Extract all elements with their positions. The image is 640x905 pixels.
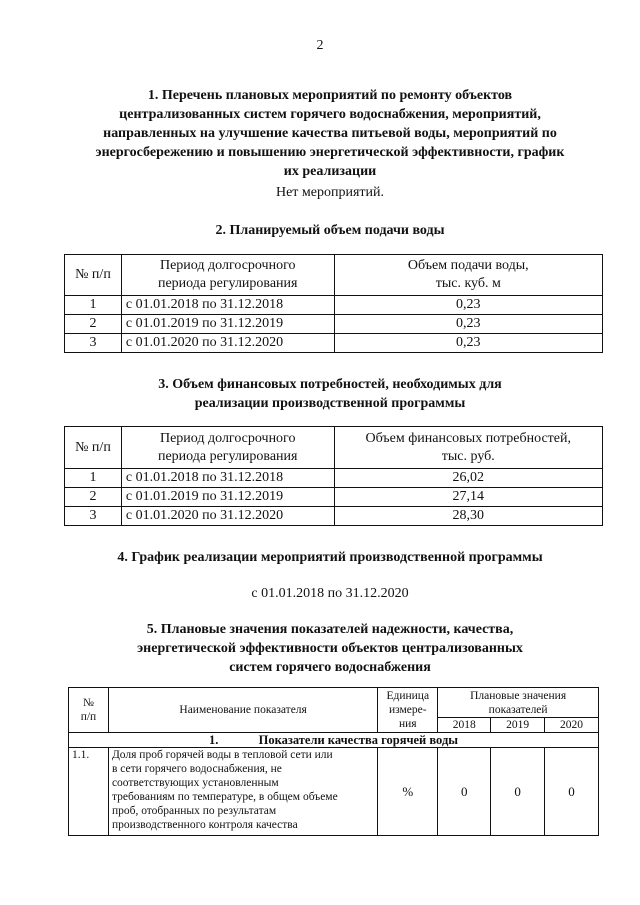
header-year-2018: 2018 bbox=[438, 718, 491, 733]
header-unit-line: Единица bbox=[386, 690, 430, 702]
header-unit bbox=[378, 688, 438, 733]
row-value: 27,14 bbox=[334, 488, 602, 507]
row-period: с 01.01.2018 по 31.12.2018 bbox=[121, 296, 334, 315]
section5-title-line: 5. Плановые значения показателей надежности, качества, bbox=[146, 622, 514, 637]
header-num-line: № bbox=[82, 697, 94, 709]
row-name-line: Доля проб горячей воды в тепловой сети или bbox=[111, 749, 333, 761]
section1-title-line: энергосбережению и повышению энергетической эффективности, график bbox=[95, 145, 565, 160]
section1-title-line: их реализации bbox=[283, 164, 377, 179]
header-period bbox=[121, 427, 334, 469]
row-num: 1.1. bbox=[69, 748, 109, 836]
group-num: 1. bbox=[208, 733, 219, 747]
row-indicator-name bbox=[108, 748, 377, 836]
section1-note: Нет мероприятий. bbox=[275, 185, 385, 200]
row-period: с 01.01.2019 по 31.12.2019 bbox=[121, 488, 334, 507]
header-plan-line: показателей bbox=[488, 703, 548, 716]
section1-title bbox=[60, 86, 600, 181]
table-header-row bbox=[65, 255, 603, 296]
section3-title-line: реализации производственной программы bbox=[194, 396, 466, 411]
section2-title: 2. Планируемый объем подачи воды bbox=[215, 223, 445, 238]
row-num: 1 bbox=[65, 469, 122, 488]
indicators-table bbox=[68, 687, 599, 836]
row-period: с 01.01.2018 по 31.12.2018 bbox=[121, 469, 334, 488]
header-unit-line: ния bbox=[398, 718, 417, 730]
table-row bbox=[65, 507, 603, 526]
table-header-row bbox=[65, 427, 603, 469]
header-period-line: Период долгосрочного bbox=[159, 430, 296, 446]
table-row bbox=[65, 315, 603, 334]
section3-title bbox=[60, 375, 600, 413]
row-value: 28,30 bbox=[334, 507, 602, 526]
header-value-line: тыс. руб. bbox=[441, 448, 495, 464]
row-name-line: требованиям по температуре, в общем объеме bbox=[111, 791, 338, 803]
row-name-line: производственного контроля качества bbox=[111, 819, 298, 831]
row-value: 0,23 bbox=[334, 334, 602, 353]
header-value-line: Объем подачи воды, bbox=[407, 258, 529, 273]
row-num: 1 bbox=[65, 296, 122, 315]
row-unit: % bbox=[378, 748, 438, 836]
section1-title-line: направленных на улучшение качества питьевой воды, мероприятий по bbox=[103, 126, 557, 141]
page-number: 2 bbox=[316, 38, 324, 53]
row-num: 2 bbox=[65, 488, 122, 507]
header-period-line: периода регулирования bbox=[157, 448, 298, 464]
group-title-text: Показатели качества горячей воды bbox=[258, 733, 459, 747]
header-plan-line: Плановые значения bbox=[470, 689, 567, 702]
header-value-line: тыс. куб. м bbox=[435, 276, 501, 291]
header-period-line: Период долгосрочного bbox=[159, 258, 296, 273]
supply-volume-table bbox=[64, 254, 603, 353]
table-row bbox=[65, 296, 603, 315]
row-value: 0,23 bbox=[334, 296, 602, 315]
financial-needs-table bbox=[64, 426, 603, 526]
header-indicator-name: Наименование показателя bbox=[108, 688, 377, 733]
table-row bbox=[69, 748, 599, 836]
header-num: № п/п bbox=[65, 255, 122, 296]
header-value bbox=[334, 255, 602, 296]
row-value-2019: 0 bbox=[491, 748, 545, 836]
header-value-line: Объем финансовых потребностей, bbox=[365, 430, 572, 446]
row-num: 3 bbox=[65, 334, 122, 353]
row-period: с 01.01.2020 по 31.12.2020 bbox=[121, 507, 334, 526]
section1-title-line: 1. Перечень плановых мероприятий по ремонту объектов bbox=[147, 88, 513, 103]
row-num: 2 bbox=[65, 315, 122, 334]
section5-title-line: энергетической эффективности объектов централизованных bbox=[137, 641, 523, 656]
row-name-line: соответствующих установленным bbox=[111, 777, 279, 789]
header-year-2020: 2020 bbox=[545, 718, 599, 733]
section4-period: с 01.01.2018 по 31.12.2020 bbox=[251, 586, 409, 601]
header-year-2019: 2019 bbox=[491, 718, 545, 733]
row-period: с 01.01.2020 по 31.12.2020 bbox=[121, 334, 334, 353]
row-name-line: проб, отобранных по результатам bbox=[111, 805, 277, 817]
header-num-line: п/п bbox=[80, 711, 97, 723]
row-value: 26,02 bbox=[334, 469, 602, 488]
table-row bbox=[65, 488, 603, 507]
header-period bbox=[121, 255, 334, 296]
header-period-line: периода регулирования bbox=[157, 276, 298, 291]
section4-title: 4. График реализации мероприятий производственной программы bbox=[117, 550, 543, 565]
row-value-2018: 0 bbox=[438, 748, 491, 836]
header-planned-values bbox=[438, 688, 599, 718]
section5-title bbox=[60, 620, 600, 677]
row-period: с 01.01.2019 по 31.12.2019 bbox=[121, 315, 334, 334]
row-value: 0,23 bbox=[334, 315, 602, 334]
header-value bbox=[334, 427, 602, 469]
table-row bbox=[65, 334, 603, 353]
group-title bbox=[69, 733, 599, 748]
table-row bbox=[65, 469, 603, 488]
header-unit-line: измере- bbox=[388, 704, 427, 716]
row-name-line: в сети горячего водоснабжения, не bbox=[111, 763, 282, 775]
row-num: 3 bbox=[65, 507, 122, 526]
table-group-row bbox=[69, 733, 599, 748]
section5-title-line: систем горячего водоснабжения bbox=[229, 660, 431, 675]
table-header-row bbox=[69, 688, 599, 718]
section3-title-line: 3. Объем финансовых потребностей, необходимых для bbox=[158, 377, 502, 392]
section1-title-line: централизованных систем горячего водоснабжения, мероприятий, bbox=[119, 107, 541, 122]
header-num: № п/п bbox=[65, 427, 122, 469]
row-value-2020: 0 bbox=[545, 748, 599, 836]
header-num bbox=[69, 688, 109, 733]
